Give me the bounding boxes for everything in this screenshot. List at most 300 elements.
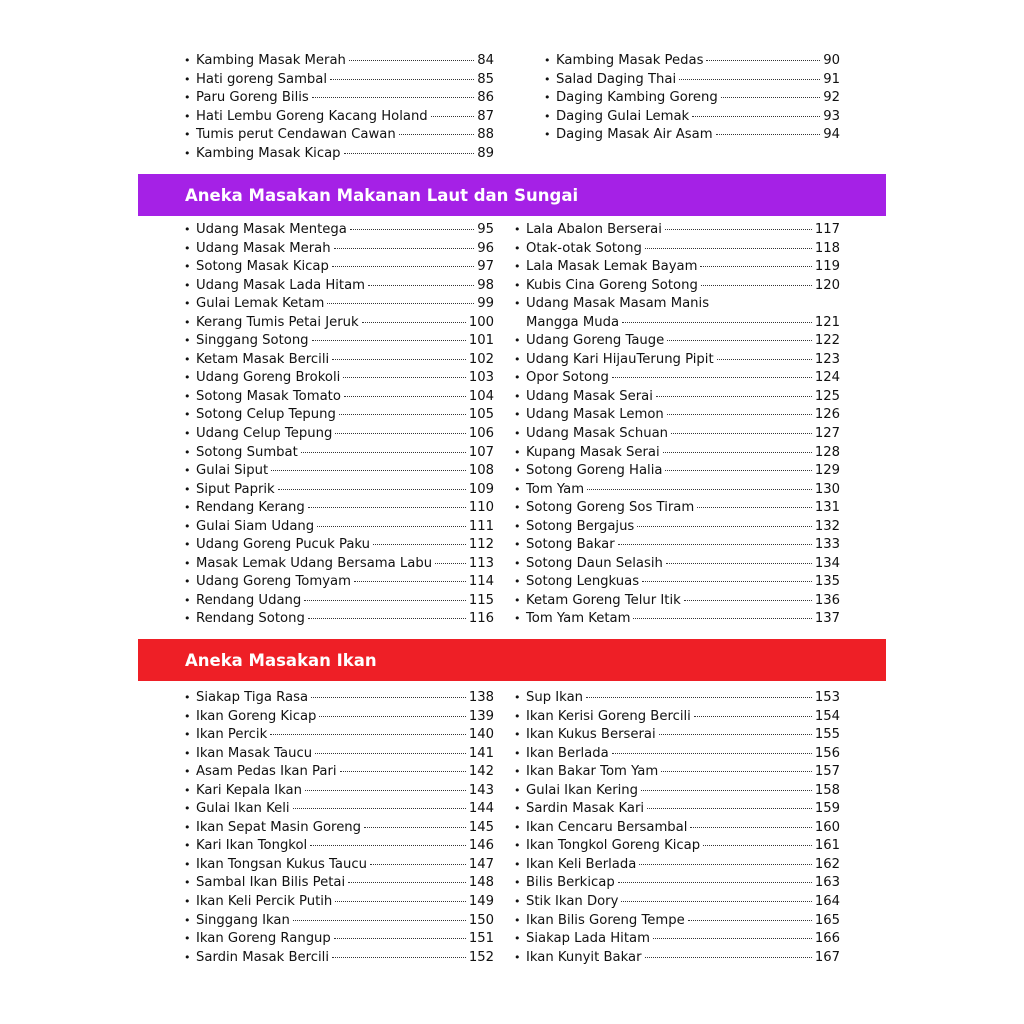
toc-entry [184,536,494,555]
toc-entry-title: Rendang Sotong [196,611,305,627]
bullet-icon: • [184,876,191,890]
toc-entry-page: 160 [814,819,840,835]
toc-entry-page: 127 [814,426,840,442]
toc-entry [184,874,494,893]
toc-entry [514,314,840,333]
toc-entry-title: Ikan Kerisi Goreng Bercili [526,708,691,724]
toc-entry-page: 122 [814,333,840,349]
dot-leader [364,827,466,828]
dot-leader [622,322,812,323]
seafood-section-banner [138,174,886,216]
toc-entry-title: Siakap Lada Hitam [526,931,650,947]
bullet-icon: • [184,54,191,67]
dot-leader [659,734,812,735]
toc-entry-title: Siput Paprik [196,481,275,497]
dot-leader [334,938,466,939]
bullet-icon: • [514,857,521,871]
toc-entry [544,126,840,145]
bullet-icon: • [514,334,521,348]
dot-leader [645,957,812,958]
toc-entry-page: 125 [814,388,840,404]
bullet-icon: • [184,482,191,496]
toc-entry [184,332,494,351]
toc-entry-page: 124 [814,370,840,386]
dot-leader [703,845,812,846]
bullet-icon: • [514,352,521,366]
dot-leader [304,600,466,601]
toc-entry-page: 95 [477,222,494,237]
toc-entry [184,277,494,296]
dot-leader [349,60,474,61]
bullet-icon: • [184,857,191,871]
toc-entry-title: Singgang Ikan [196,912,290,928]
bullet-icon: • [184,241,191,255]
bullet-icon: • [184,445,191,459]
toc-entry [514,573,840,592]
toc-entry-title: Stik Ikan Dory [526,894,619,910]
dot-leader [666,563,812,564]
bullet-icon: • [514,783,521,797]
dot-leader [690,827,811,828]
toc-entry-page: 136 [814,592,840,608]
dot-leader [688,920,812,921]
toc-entry-page: 123 [814,351,840,367]
dot-leader [327,303,474,304]
bullet-icon: • [544,91,551,105]
toc-entry [184,240,494,259]
toc-entry [514,295,840,314]
dot-leader [312,97,474,98]
toc-entry-page: 113 [468,555,494,571]
toc-entry-page: 105 [468,407,494,423]
bullet-icon: • [514,538,521,552]
toc-entry-title: Udang Masak Mentega [196,222,347,237]
dot-leader [706,60,820,61]
toc-entry-page: 167 [814,949,840,965]
bullet-icon: • [514,223,521,236]
dot-leader [671,433,812,434]
bullet-icon: • [514,728,521,742]
toc-entry [514,240,840,259]
toc-entry-page: 93 [823,108,840,124]
toc-entry [184,837,494,856]
toc-entry-page: 88 [477,127,494,143]
dot-leader [618,544,812,545]
toc-entry-title: Singgang Sotong [196,333,309,349]
dot-leader [701,285,812,286]
toc-entry-page: 137 [814,611,840,627]
toc-entry [514,930,840,949]
toc-entry-title: Sotong Daun Selasih [526,555,663,571]
meat-list-right [544,52,840,145]
dot-leader [667,414,812,415]
toc-entry-title: Ikan Goreng Kicap [196,708,317,724]
toc-entry-page: 149 [468,894,494,910]
toc-entry-page: 142 [468,764,494,780]
toc-entry [514,388,840,407]
bullet-icon: • [184,408,191,422]
toc-entry-title: Hati goreng Sambal [196,71,328,87]
toc-entry-page: 161 [814,838,840,854]
seafood-list-left [184,221,494,629]
toc-entry-page: 94 [823,127,840,143]
toc-entry-page: 162 [814,856,840,872]
bullet-icon: • [514,519,521,533]
toc-entry-title: Ketam Goreng Telur Itik [526,592,681,608]
bullet-icon: • [544,109,551,123]
toc-entry-page: 159 [814,801,840,817]
toc-entry [184,782,494,801]
toc-entry-page: 116 [468,611,494,627]
bullet-icon: • [184,575,191,589]
toc-entry-page: 109 [468,481,494,497]
toc-entry-title: Gulai Ikan Kering [526,782,639,798]
bullet-icon: • [514,278,521,292]
toc-entry-title: Ikan Tongsan Kukus Taucu [196,856,367,872]
toc-entry-title: Gulai Ikan Keli [196,801,290,817]
toc-entry-page: 112 [468,537,494,553]
toc-entry-page: 157 [814,764,840,780]
toc-entry [184,573,494,592]
bullet-icon: • [514,408,521,422]
dot-leader [308,507,466,508]
bullet-icon: • [514,691,521,704]
toc-entry-page: 147 [468,856,494,872]
toc-entry-page: 91 [823,71,840,87]
meat-list-left [184,52,494,163]
bullet-icon: • [514,932,521,946]
toc-entry-page: 133 [814,537,840,553]
toc-entry-page: 135 [814,574,840,590]
dot-leader [716,134,821,135]
toc-entry-page: 138 [468,690,494,705]
toc-entry-page: 119 [814,259,840,275]
toc-entry-title: Sotong Goreng Halia [526,463,663,479]
toc-entry [184,108,494,127]
toc-entry-title: Lala Abalon Berserai [526,222,662,237]
dot-leader [667,340,812,341]
toc-entry [184,89,494,108]
bullet-icon: • [184,691,191,704]
toc-entry [514,406,840,425]
toc-entry [184,221,494,240]
bullet-icon: • [184,839,191,853]
toc-entry [544,71,840,90]
toc-entry [184,819,494,838]
dot-leader [332,957,466,958]
toc-entry [514,874,840,893]
toc-entry-title: Udang Masak Merah [196,240,331,256]
toc-entry [184,930,494,949]
dot-leader [348,882,466,883]
bullet-icon: • [184,278,191,292]
toc-entry-page: 96 [477,240,494,256]
toc-entry-page: 158 [814,782,840,798]
toc-entry-title: Rendang Kerang [196,500,305,516]
bullet-icon: • [184,464,191,478]
toc-entry-title: Ikan Goreng Rangup [196,931,331,947]
toc-entry-title: Ikan Kunyit Bakar [526,949,642,965]
toc-entry-title: Sotong Celup Tepung [196,407,336,423]
toc-entry-title: Udang Goreng Pucuk Paku [196,537,371,553]
toc-entry-title: Ketam Masak Bercili [196,351,330,367]
toc-entry [514,481,840,500]
toc-entry-page: 143 [468,782,494,798]
toc-entry-page: 139 [468,708,494,724]
dot-leader [618,882,812,883]
toc-entry-page: 155 [814,727,840,743]
toc-entry [184,499,494,518]
dot-leader [334,248,475,249]
dot-leader [339,414,466,415]
dot-leader [312,340,466,341]
dot-leader [665,470,811,471]
toc-entry [514,536,840,555]
toc-entry-page: 92 [823,90,840,106]
toc-entry [184,425,494,444]
bullet-icon: • [514,556,521,570]
toc-entry [184,949,494,968]
toc-entry-page: 154 [814,708,840,724]
dot-leader [642,581,812,582]
dot-leader [308,618,466,619]
toc-entry [544,108,840,127]
bullet-icon: • [514,297,521,311]
bullet-icon: • [514,241,521,255]
bullet-icon: • [184,728,191,742]
dot-leader [697,507,812,508]
toc-entry [514,555,840,574]
toc-entry [184,388,494,407]
toc-entry-page: 101 [468,333,494,349]
toc-entry-title: Tom Yam [526,481,585,497]
dot-leader [661,771,812,772]
toc-entry [184,726,494,745]
toc-entry [184,763,494,782]
toc-entry [514,610,840,629]
dot-leader [278,489,466,490]
dot-leader [431,116,475,117]
toc-entry-title: Ikan Keli Berlada [526,856,637,872]
dot-leader [310,845,466,846]
toc-entry [514,221,840,240]
toc-entry [184,856,494,875]
toc-entry-title: Sardin Masak Bercili [196,949,330,965]
toc-entry [514,912,840,931]
toc-entry-page: 104 [468,388,494,404]
toc-entry-page: 144 [468,801,494,817]
toc-entry-title: Sotong Sumbat [196,444,298,460]
toc-entry-page: 145 [468,819,494,835]
bullet-icon: • [184,146,191,160]
toc-entry [514,763,840,782]
toc-entry [544,89,840,108]
toc-entry-page: 100 [468,314,494,330]
toc-entry-title: Kerang Tumis Petai Jeruk [196,314,359,330]
toc-entry-page: 132 [814,518,840,534]
dot-leader [330,79,474,80]
dot-leader [435,563,466,564]
dot-leader [612,753,812,754]
bullet-icon: • [184,519,191,533]
toc-entry-title: Sotong Lengkuas [526,574,640,590]
bullet-icon: • [514,612,521,626]
toc-entry [184,592,494,611]
dot-leader [332,266,474,267]
toc-entry-title: Udang Masak Serai [526,388,653,404]
toc-entry [514,277,840,296]
toc-entry-title: Sotong Masak Kicap [196,259,329,275]
toc-entry-page: 90 [823,53,840,68]
bullet-icon: • [184,223,191,236]
bullet-icon: • [184,538,191,552]
toc-entry-page: 141 [468,745,494,761]
toc-entry-page: 140 [468,727,494,743]
toc-entry [514,258,840,277]
dot-leader [373,544,466,545]
toc-entry [184,406,494,425]
toc-entry-title: Udang Masak Schuan [526,426,669,442]
bullet-icon: • [184,765,191,779]
toc-entry-page: 89 [477,145,494,161]
bullet-icon: • [514,445,521,459]
toc-entry [184,295,494,314]
toc-entry-title: Masak Lemak Udang Bersama Labu [196,555,433,571]
toc-entry-title: Udang Goreng Tauge [526,333,665,349]
bullet-icon: • [514,765,521,779]
toc-entry-title: Sotong Bergajus [526,518,635,534]
bullet-icon: • [514,839,521,853]
toc-entry [514,856,840,875]
bullet-icon: • [184,389,191,403]
toc-entry [514,837,840,856]
toc-entry-page: 103 [468,370,494,386]
toc-entry [184,610,494,629]
bullet-icon: • [184,895,191,909]
toc-entry-title: Kupang Masak Serai [526,444,660,460]
bullet-icon: • [544,128,551,142]
bullet-icon: • [184,802,191,816]
bullet-icon: • [184,746,191,760]
bullet-icon: • [184,950,191,964]
toc-entry-title: Ikan Cencaru Bersambal [526,819,688,835]
dot-leader [656,396,812,397]
toc-entry-title: Gulai Siput [196,463,269,479]
toc-entry-title: Udang Masak Masam Manis [526,296,710,312]
toc-entry-page: 128 [814,444,840,460]
dot-leader [317,526,466,527]
toc-entry [514,499,840,518]
bullet-icon: • [514,746,521,760]
toc-entry-page: 86 [477,90,494,106]
toc-entry [184,444,494,463]
toc-entry-page: 165 [814,912,840,928]
toc-entry-page: 126 [814,407,840,423]
toc-entry [514,893,840,912]
toc-entry-title: Asam Pedas Ikan Pari [196,764,337,780]
toc-entry-page: 166 [814,931,840,947]
bullet-icon: • [544,72,551,86]
bullet-icon: • [184,612,191,626]
toc-entry-page: 118 [814,240,840,256]
toc-entry-title: Otak-otak Sotong [526,240,642,256]
toc-entry-page: 130 [814,481,840,497]
toc-entry-title: Udang Goreng Brokoli [196,370,341,386]
fish-list-right [514,689,840,967]
toc-entry-page: 106 [468,426,494,442]
bullet-icon: • [184,72,191,86]
bullet-icon: • [184,334,191,348]
toc-entry [184,71,494,90]
toc-entry [184,800,494,819]
toc-entry-title: Tumis perut Cendawan Cawan [196,127,396,143]
bullet-icon: • [514,913,521,927]
toc-entry [184,555,494,574]
toc-entry [184,481,494,500]
toc-entry-title: Paru Goreng Bilis [196,90,309,106]
toc-entry [514,351,840,370]
toc-entry [514,592,840,611]
bullet-icon: • [514,575,521,589]
toc-entry-title: Sardin Masak Kari [526,801,645,817]
toc-entry [544,52,840,71]
dot-leader [717,359,812,360]
dot-leader [637,526,812,527]
dot-leader [700,266,811,267]
toc-entry-title: Ikan Keli Percik Putih [196,894,333,910]
bullet-icon: • [184,315,191,329]
toc-entry-page: 108 [468,463,494,479]
bullet-icon: • [514,501,521,515]
bullet-icon: • [184,932,191,946]
dot-leader [270,734,466,735]
seafood-section-heading: Aneka Masakan Makanan Laut dan Sungai [185,185,579,205]
dot-leader [335,901,466,902]
toc-entry-title: Kambing Masak Kicap [196,145,341,161]
dot-leader [343,377,466,378]
bullet-icon: • [544,54,551,67]
bullet-icon: • [184,427,191,441]
toc-entry [184,708,494,727]
toc-entry-title: Gulai Siam Udang [196,518,315,534]
toc-entry [514,689,840,708]
bullet-icon: • [184,91,191,105]
bullet-icon: • [514,876,521,890]
toc-entry-page: 111 [468,518,494,534]
toc-entry-page: 107 [468,444,494,460]
toc-entry-page: 151 [468,931,494,947]
toc-entry [514,518,840,537]
dot-leader [621,901,811,902]
toc-entry [514,462,840,481]
bullet-icon: • [514,260,521,274]
toc-entry [514,708,840,727]
bullet-icon: • [184,709,191,723]
toc-entry-page: 110 [468,500,494,516]
toc-entry-title: Kambing Masak Merah [196,53,346,68]
dot-leader [335,433,466,434]
toc-entry-title: Udang Goreng Tomyam [196,574,351,590]
toc-entry-page: 148 [468,875,494,891]
dot-leader [665,229,812,230]
toc-entry [184,912,494,931]
dot-leader [692,116,820,117]
toc-entry [184,126,494,145]
dot-leader [633,618,811,619]
toc-entry-page: 163 [814,875,840,891]
bullet-icon: • [184,913,191,927]
dot-leader [641,790,812,791]
